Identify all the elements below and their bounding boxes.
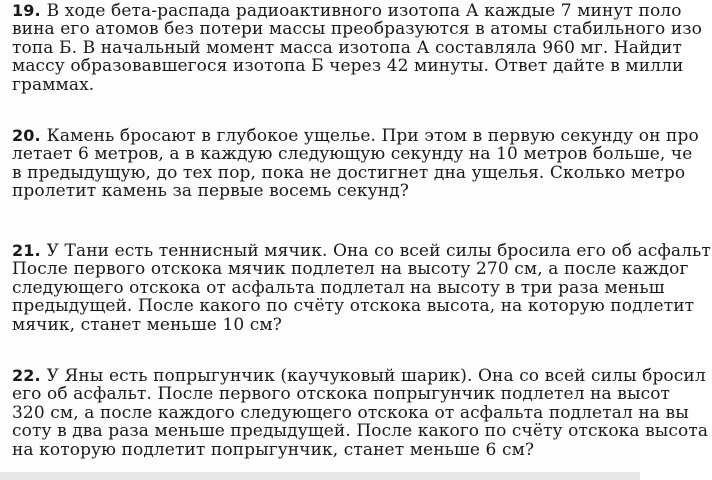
problem-line: следующего отскока от асфальта подлетал на высоту в три раза меньш: [12, 277, 665, 298]
problem-number: 19.: [12, 1, 41, 20]
problem-line: [12, 127, 712, 145]
problem-line: его об асфальт. После первого отскока попрыгунчик подлетел на высот: [12, 384, 671, 405]
problem-number: 22.: [12, 366, 41, 385]
problem-line: граммах.: [12, 74, 95, 95]
problem-20: [12, 127, 712, 201]
problem-number: 21.: [12, 241, 41, 260]
problem-number: 20.: [12, 126, 41, 145]
problem-text: У Яны есть попрыгунчик (каучуковый шарик). Она со всей силы бросил: [46, 366, 706, 386]
problem-text: У Тани есть теннисный мячик. Она со всей силы бросила его об асфальт: [46, 241, 711, 261]
problem-line: топа Б. В начальный момент масса изотопа А составляла 960 мг. Найдит: [12, 37, 682, 58]
problem-line: После первого отскока мячик подлетел на высоту 270 см, а после каждог: [12, 259, 689, 280]
problem-21: [12, 242, 712, 334]
problem-line: мячик, станет меньше 10 см?: [12, 314, 282, 335]
problem-line: [12, 2, 712, 20]
problem-line: массу образовавшегося изотопа Б через 42 минуты. Ответ дайте в милли: [12, 56, 684, 77]
problem-line: в предыдущую, до тех пор, пока не достигнет дна ущелья. Сколько метро: [12, 162, 686, 183]
problem-text: В ходе бета-распада радиоактивного изотопа А каждые 7 минут поло: [46, 1, 682, 21]
problem-line: предыдущей. После какого по счёту отскока высота, на которую подлетит: [12, 296, 695, 317]
problem-22: [12, 367, 712, 459]
problem-text: Камень бросают в глубокое ущелье. При этом в первую секунду он про: [46, 126, 699, 146]
problem-line: летает 6 метров, а в каждую следующую секунду на 10 метров больше, че: [12, 144, 693, 165]
problem-line: [12, 242, 712, 260]
problem-line: 320 см, а после каждого следующего отскока от асфальта подлетал на вы: [12, 402, 689, 423]
problem-line: пролетит камень за первые восемь секунд?: [12, 181, 409, 202]
problem-line: соту в два раза меньше предыдущей. После какого по счёту отскока высота: [12, 421, 709, 442]
problem-19: [12, 2, 712, 94]
problem-line: вина его атомов без потери массы преобразуются в атомы стабильного изо: [12, 19, 702, 40]
problem-line: на которую подлетит попрыгунчик, станет меньше 6 см?: [12, 439, 535, 460]
page-bottom-edge: [0, 472, 640, 480]
problem-line: [12, 367, 712, 385]
